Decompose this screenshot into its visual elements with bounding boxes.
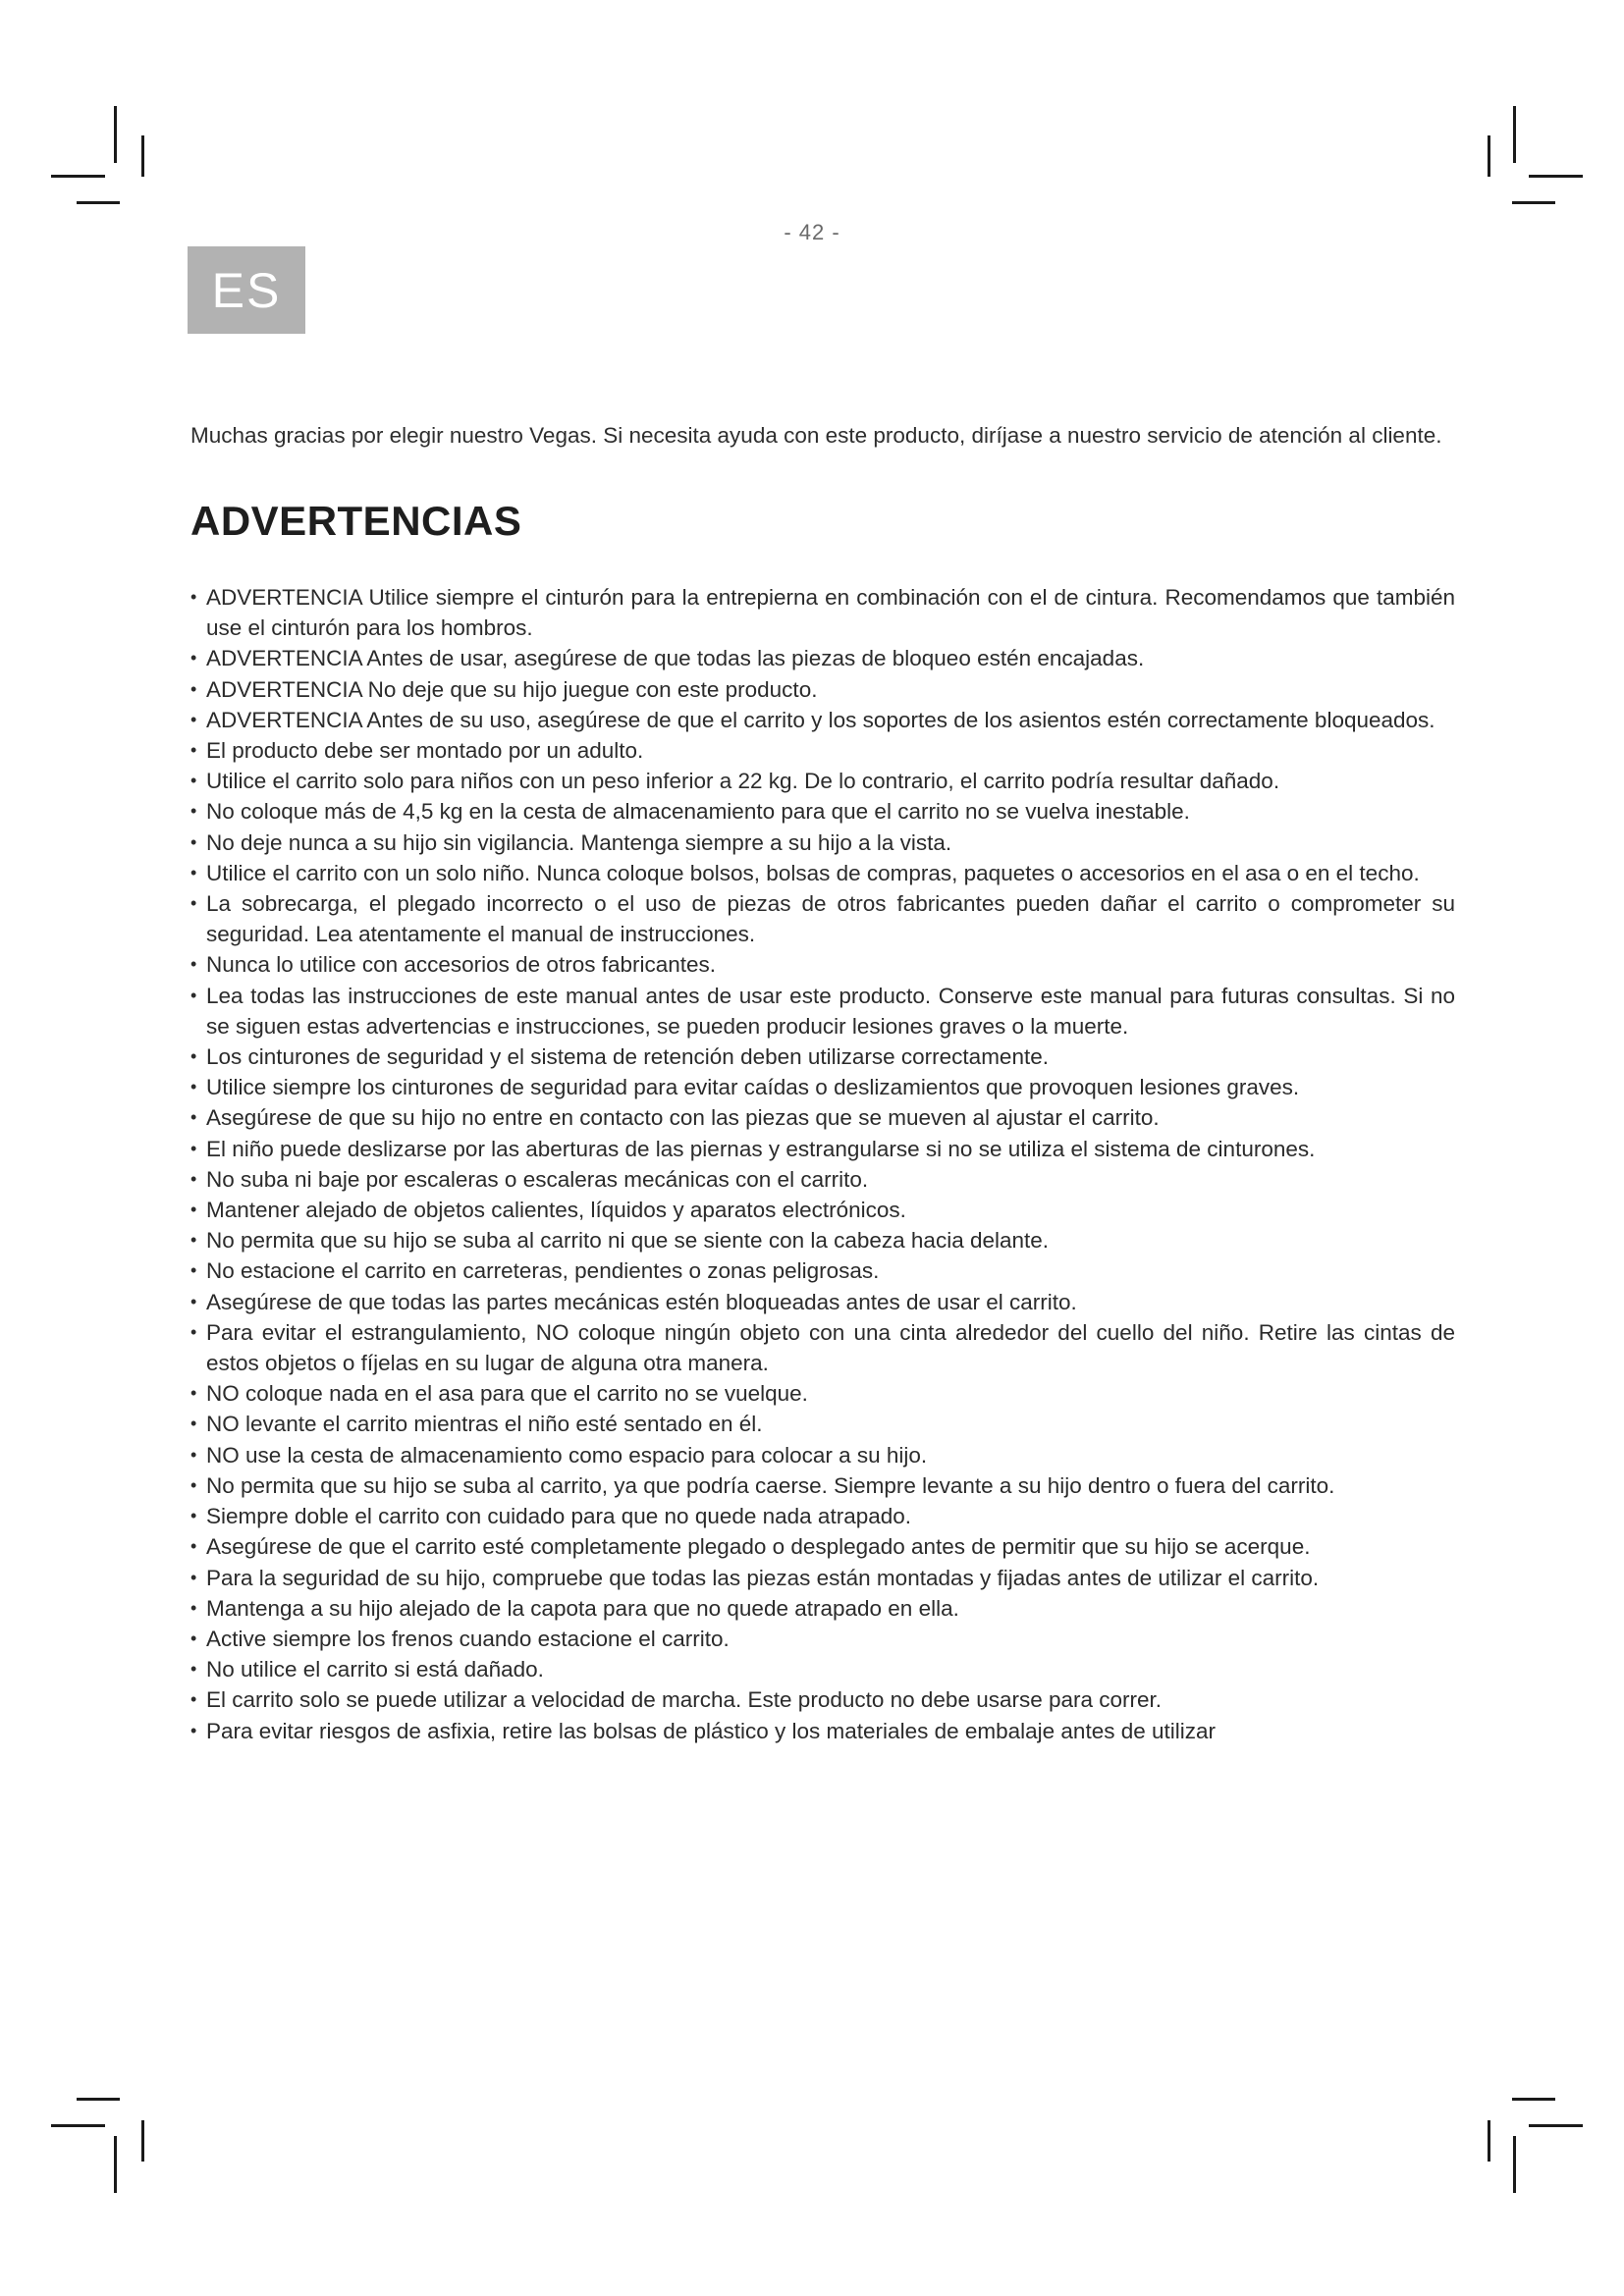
warning-item: • Mantenga a su hijo alejado de la capota para que no quede atrapado en ella.	[190, 1593, 1455, 1624]
warning-item: • Active siempre los frenos cuando estacione el carrito.	[190, 1624, 1455, 1654]
warning-item: • Asegúrese de que todas las partes mecánicas estén bloqueadas antes de usar el carrito.	[190, 1287, 1455, 1317]
section-heading: ADVERTENCIAS	[190, 498, 522, 544]
warning-item: • Utilice el carrito solo para niños con un peso inferior a 22 kg. De lo contrario, el carrito podría resultar dañado.	[190, 766, 1455, 796]
warning-item: • Nunca lo utilice con accesorios de otros fabricantes.	[190, 949, 1455, 980]
warnings-list	[190, 582, 1455, 1746]
warning-item: • El niño puede deslizarse por las aberturas de las piernas y estrangularse si no se utiliza el sistema de cinturones.	[190, 1134, 1455, 1164]
warning-item: • No coloque más de 4,5 kg en la cesta de almacenamiento para que el carrito no se vuelva inestable.	[190, 796, 1455, 827]
warning-item: • La sobrecarga, el plegado incorrecto o el uso de piezas de otros fabricantes pueden dañar el carrito o comprometer su seguridad. Lea atentamente el manual de instrucciones.	[190, 888, 1455, 949]
warning-item: • No estacione el carrito en carreteras, pendientes o zonas peligrosas.	[190, 1255, 1455, 1286]
intro-paragraph: Muchas gracias por elegir nuestro Vegas. Si necesita ayuda con este producto, diríjase a nuestro servicio de atención al cliente.	[190, 423, 1442, 448]
warning-item: • NO coloque nada en el asa para que el carrito no se vuelque.	[190, 1378, 1455, 1409]
warning-item: • ADVERTENCIA Utilice siempre el cinturón para la entrepierna en combinación con el de cintura. Recomendamos que también use el cinturón para los hombros.	[190, 582, 1455, 643]
warning-item: • Para evitar el estrangulamiento, NO coloque ningún objeto con una cinta alrededor del cuello del niño. Retire las cintas de estos objetos o fíjelas en su lugar de alguna otra manera.	[190, 1317, 1455, 1378]
warning-item: • Siempre doble el carrito con cuidado para que no quede nada atrapado.	[190, 1501, 1455, 1531]
warning-item: • Lea todas las instrucciones de este manual antes de usar este producto. Conserve este manual para futuras consultas. Si no se siguen estas advertencias e instrucciones, se pueden producir lesiones graves o la muerte.	[190, 981, 1455, 1041]
warning-item: • Asegúrese de que su hijo no entre en contacto con las piezas que se mueven al ajustar el carrito.	[190, 1102, 1455, 1133]
warning-item: • Utilice siempre los cinturones de seguridad para evitar caídas o deslizamientos que provoquen lesiones graves.	[190, 1072, 1455, 1102]
page-content	[190, 420, 1455, 1746]
warning-item: • No utilice el carrito si está dañado.	[190, 1654, 1455, 1684]
warning-item: • ADVERTENCIA No deje que su hijo juegue con este producto.	[190, 674, 1455, 705]
warning-item: • NO use la cesta de almacenamiento como espacio para colocar a su hijo.	[190, 1440, 1455, 1470]
warning-item: • Utilice el carrito con un solo niño. Nunca coloque bolsos, bolsas de compras, paquetes o accesorios en el asa o en el techo.	[190, 858, 1455, 888]
warning-item: • Para la seguridad de su hijo, compruebe que todas las piezas están montadas y fijadas antes de utilizar el carrito.	[190, 1563, 1455, 1593]
warning-item: • Para evitar riesgos de asfixia, retire las bolsas de plástico y los materiales de embalaje antes de utilizar	[190, 1716, 1455, 1746]
page-number: - 42 -	[784, 220, 840, 244]
language-badge: ES	[188, 246, 305, 334]
warning-item: • ADVERTENCIA Antes de usar, asegúrese de que todas las piezas de bloqueo estén encajadas.	[190, 643, 1455, 673]
warning-item: • El carrito solo se puede utilizar a velocidad de marcha. Este producto no debe usarse para correr.	[190, 1684, 1455, 1715]
warning-item: • Asegúrese de que el carrito esté completamente plegado o desplegado antes de permitir que su hijo se acerque.	[190, 1531, 1455, 1562]
warning-item: • No permita que su hijo se suba al carrito, ya que podría caerse. Siempre levante a su hijo dentro o fuera del carrito.	[190, 1470, 1455, 1501]
warning-item: • No permita que su hijo se suba al carrito ni que se siente con la cabeza hacia delante.	[190, 1225, 1455, 1255]
warning-item: • NO levante el carrito mientras el niño esté sentado en él.	[190, 1409, 1455, 1439]
warning-item: • Los cinturones de seguridad y el sistema de retención deben utilizarse correctamente.	[190, 1041, 1455, 1072]
warning-item: • Mantener alejado de objetos calientes, líquidos y aparatos electrónicos.	[190, 1195, 1455, 1225]
warning-item: • No deje nunca a su hijo sin vigilancia. Mantenga siempre a su hijo a la vista.	[190, 828, 1455, 858]
warning-item: • El producto debe ser montado por un adulto.	[190, 735, 1455, 766]
warning-item: • ADVERTENCIA Antes de su uso, asegúrese de que el carrito y los soportes de los asientos estén correctamente bloqueados.	[190, 705, 1455, 735]
warning-item: • No suba ni baje por escaleras o escaleras mecánicas con el carrito.	[190, 1164, 1455, 1195]
